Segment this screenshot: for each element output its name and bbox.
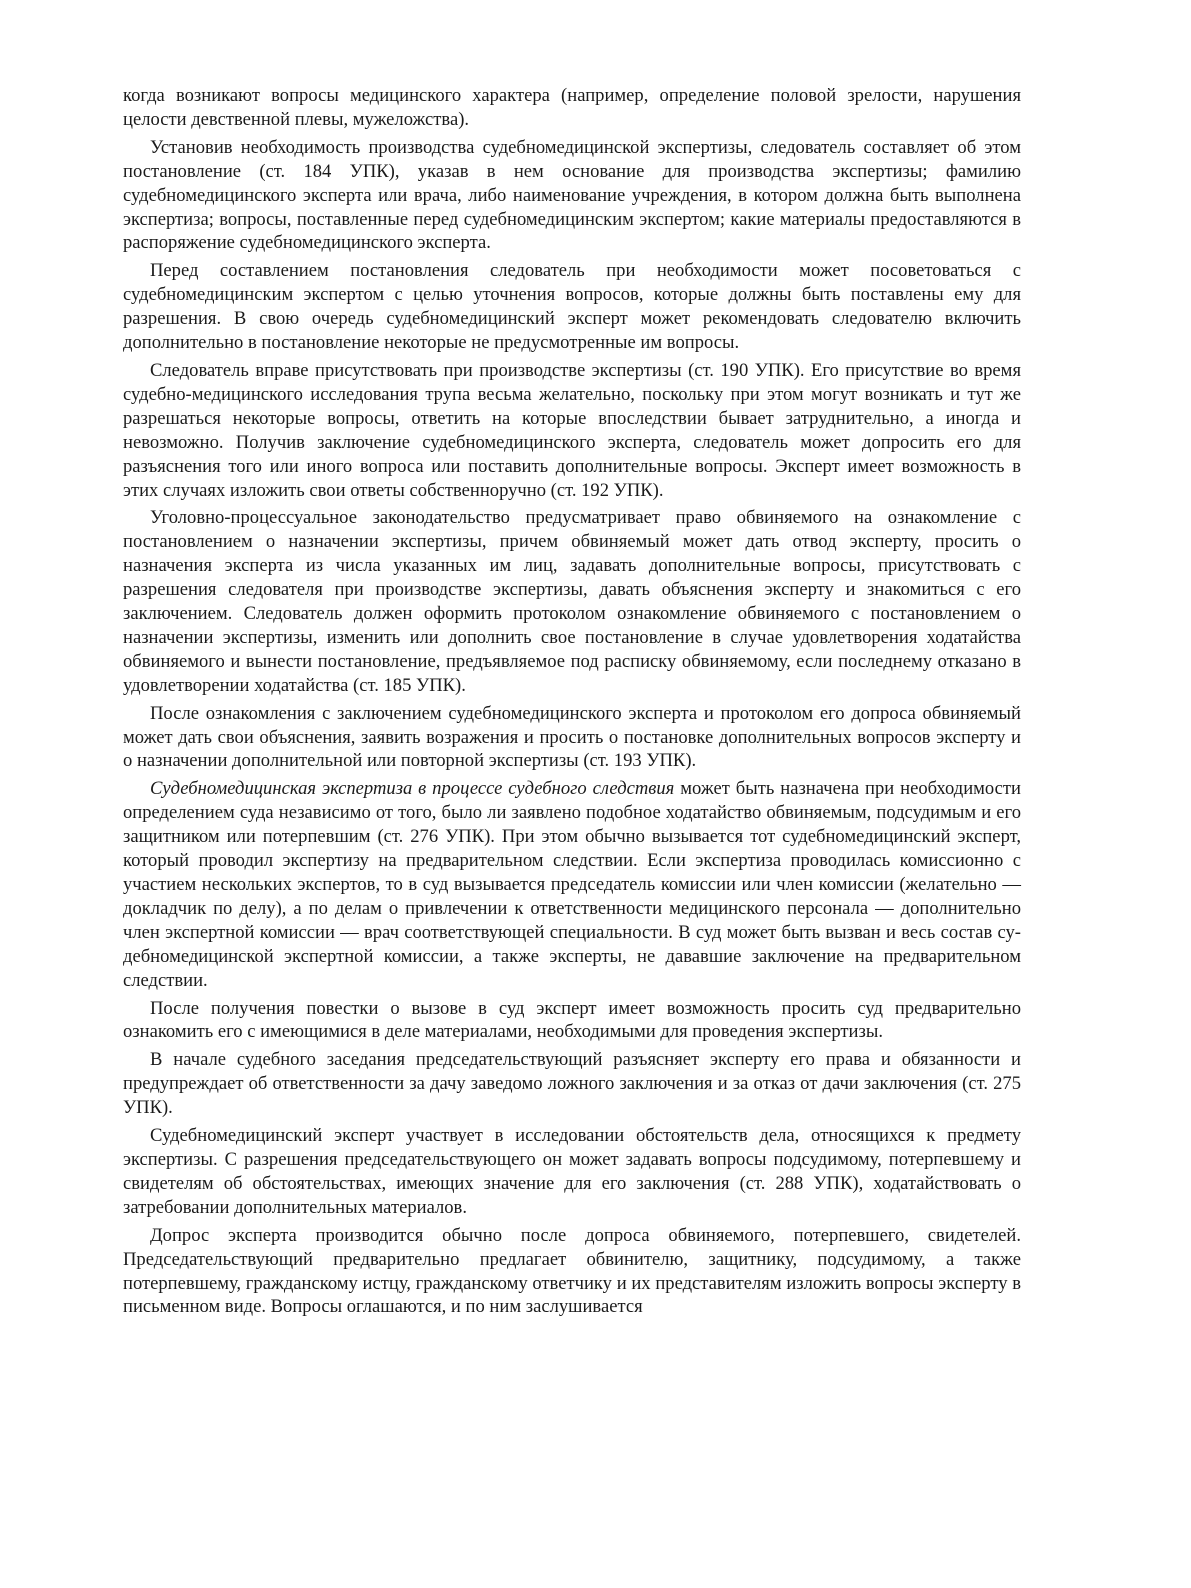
document-page <box>123 84 1021 1323</box>
paragraph-7-text: может быть назначена при необходимости определением суда независимо от того, было ли заявлено подобное ходатайство обвиняемым, подсудимым и его защитником или потерпевшим (ст. 276 УПК). При этом обычно вызывается тот судебномедицинский эксперт, который проводил экспертизу на предварительном следствии. Если экспертиза проводилась комиссионно с участием нескольких экспертов, то в суд вызывается председатель комиссии или член комиссии (желательно — докладчик по делу), а по делам о привлечении к ответственности медицинского персонала — дополнительно член экспертной комиссии — врач соответствующей специальности. В суд может быть вызван и весь состав су-дебномедицинской экспертной комиссии, а также эксперты, не дававшие заключение на предварительном следствии. <box>123 778 1021 991</box>
paragraph-8: После получения повестки о вызове в суд эксперт имеет возможность просить суд предварительно ознакомить его с имеющимися в деле материалами, необходимыми для проведения экспертизы. <box>123 997 1021 1043</box>
paragraph-5: Уголовно-процессуальное законодательство предусматривает право обвиняемого на ознакомление с постановлением о назначении экспертизы, причем обвиняемый может дать отвод эксперту, просить о назначения эксперта из числа указанных им лиц, задавать дополнительные вопросы, присутствовать с разрешения следователя при производстве экспертизы, давать объяснения эксперту и знакомиться с его заключением. Следователь должен оформить протоколом ознакомление обвиняемого с постановлением о назначении экспертизы, изменить или дополнить свое постановление в случае удовлетворения ходатайства обвиняемого и вынести постановление, предъявляемое под расписку обвиняемому, если последнему отказано в удовлетворении ходатайства (ст. 185 УПК). <box>123 507 1021 696</box>
paragraph-4: Следователь вправе присутствовать при производстве экспертизы (ст. 190 УПК). Его присутствие во время судебно-медицинского исследования трупа весьма желательно, поскольку при этом могут возникать и тут же разрешаться некоторые вопросы, ответить на которые впоследствии бывает затруднительно, а иногда и невозможно. Получив заключение судебномедицинского эксперта, следователь может допросить его для разъяснения того или иного вопроса или поставить дополнительные вопросы. Эксперт имеет возможность в этих случаях изложить свои ответы собственноручно (ст. 192 УПК). <box>123 359 1021 501</box>
paragraph-11: Допрос эксперта производится обычно после допроса обвиняемого, потерпевшего, свидетелей. Председательствующий предварительно предлагает обвинителю, защитнику, подсудимому, а также потерпевшему, гражданскому истцу, гражданскому ответчику и их представителям изложить вопросы эксперту в письменном виде. Вопросы оглашаются, и по ним заслушивается <box>123 1224 1021 1318</box>
paragraph-2: Установив необходимость производства судебномедицинской экспертизы, следователь составляет об этом постановление (ст. 184 УПК), указав в нем основание для производства экспертизы; фамилию судебномедицинского эксперта или врача, либо наименование учреждения, в котором должна быть выполнена экспертиза; вопросы, поставленные перед судебномедицинским экспертом; какие материалы предоставляются в распоряжение судебномедицинского эксперта. <box>123 136 1021 254</box>
paragraph-9: В начале судебного заседания председательствующий разъясняет эксперту его права и обязанности и предупреждает об ответственности за дачу заведомо ложного заключения и за отказ от дачи заключения (ст. 275 УПК). <box>123 1049 1021 1119</box>
paragraph-7-italic-phrase: Судебномедицинская экспертиза в процессе судебного следствия <box>150 778 675 800</box>
paragraph-6: После ознакомления с заключением судебномедицинского эксперта и протоколом его допроса обвиняемый может дать свои объяснения, заявить возражения и просить о постановке дополнительных вопросов эксперту и о назначении дополнительной или повторной экспертизы (ст. 193 УПК). <box>123 702 1021 772</box>
paragraph-7 <box>123 777 1021 992</box>
paragraph-1: когда возникают вопросы медицинского характера (например, определение половой зрелости, нарушения целости девственной плевы, мужеложства). <box>123 85 1021 130</box>
paragraph-10: Судебномедицинский эксперт участвует в исследовании обстоятельств дела, относящихся к предмету экспертизы. С разрешения председательствующего он может задавать вопросы подсудимому, потерпевшему и свидетелям об обстоятельствах, имеющих значение для его заключения (ст. 288 УПК), ходатайствовать о затребовании дополнительных материалов. <box>123 1125 1021 1218</box>
paragraph-3: Перед составлением постановления следователь при необходимости может посоветоваться с судебномедицинским экспертом с целью уточнения вопросов, которые должны быть поставлены ему для разрешения. В свою очередь судебномедицинский эксперт может рекомендовать следователю включить дополнительно в постановление некоторые не предусмотренные им вопросы. <box>123 260 1021 354</box>
